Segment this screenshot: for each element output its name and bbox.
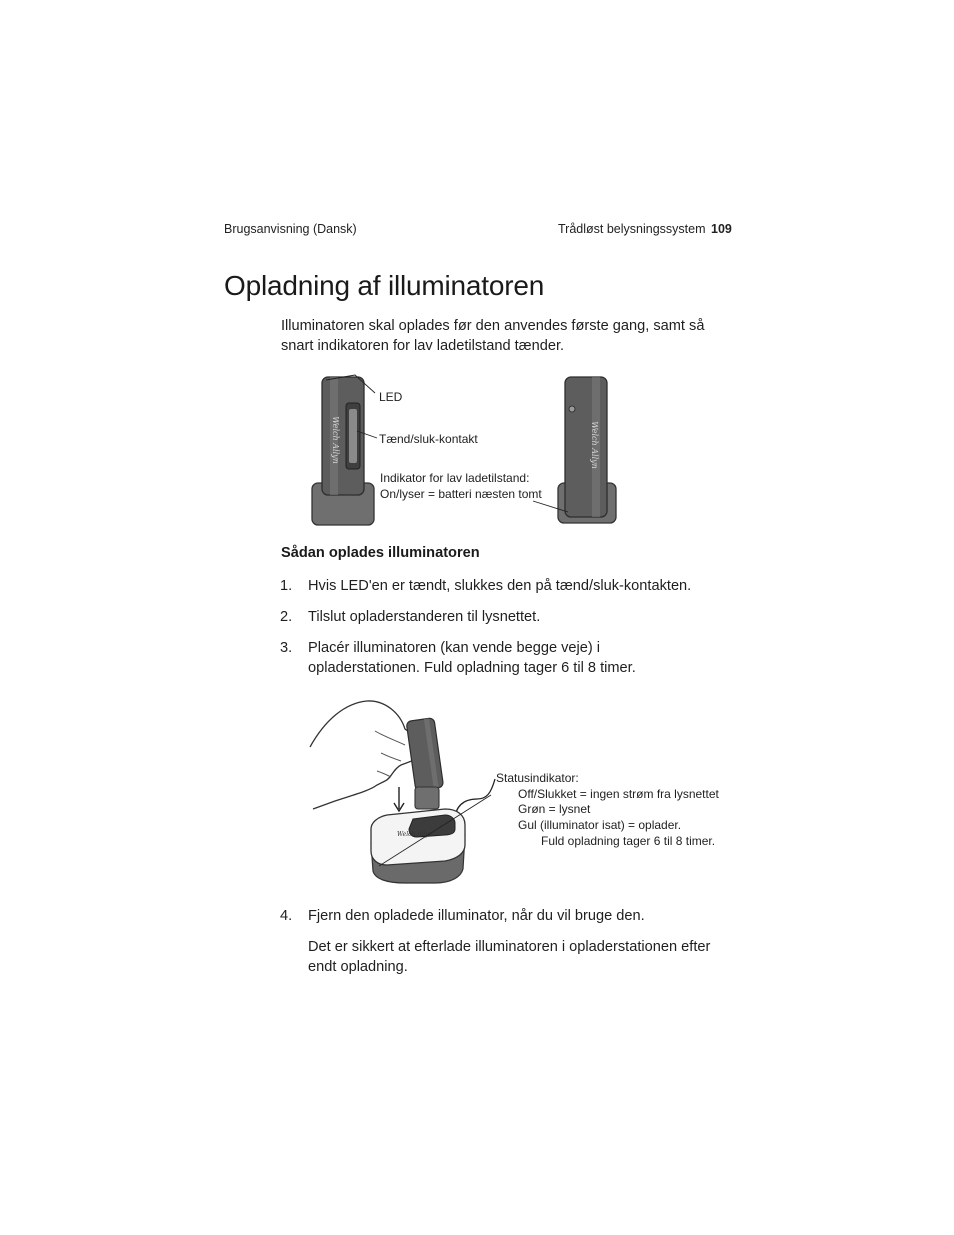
status-green-text: Grøn = lysnet: [518, 802, 591, 816]
hand-illustration: [310, 701, 420, 809]
step-2-number: 2.: [280, 609, 293, 625]
status-indicator-title: Statusindikator:: [496, 771, 579, 785]
step-4-number: 4.: [280, 908, 293, 924]
page-title: Opladning af illuminatoren: [224, 270, 545, 301]
header-section-title: Trådløst belysningssystem: [558, 222, 706, 236]
status-yellow-text: Gul (illuminator isat) = oplader.: [518, 818, 682, 832]
step-1-text: Hvis LED'en er tændt, slukkes den på tænd/sluk-kontakten.: [308, 578, 692, 594]
step-2-text: Tilslut opladerstanderen til lysnettet.: [308, 609, 541, 625]
illuminator-left-illustration: [312, 377, 374, 525]
label-led: LED: [379, 390, 403, 404]
illuminator-right-illustration: [558, 377, 616, 523]
label-low-battery-desc: On/lyser = batteri næsten tomt: [380, 487, 542, 501]
step-3-text: Placér illuminatoren (kan vende begge veje) i opladerstationen. Fuld opladning tager 6 til 8 timer.: [308, 640, 636, 676]
charger-brand-text: Welch Allyn: [397, 831, 433, 838]
page-number: 109: [711, 222, 732, 236]
step-1-number: 1.: [280, 578, 293, 594]
closing-note: Det er sikkert at efterlade illuminatoren i opladerstationen efter endt opladning.: [308, 939, 711, 975]
charging-figure: [305, 695, 505, 890]
step-3-number: 3.: [280, 640, 293, 656]
header-manual-title: Brugsanvisning (Dansk): [224, 222, 357, 236]
brand-text-left: Welch Allyn: [331, 416, 340, 464]
label-power-switch: Tænd/sluk-kontakt: [379, 432, 478, 446]
illuminator-held-illustration: [406, 718, 443, 791]
illuminator-figure: [300, 365, 640, 530]
status-off-text: Off/Slukket = ingen strøm fra lysnettet: [518, 787, 719, 801]
step-4-text: Fjern den opladede illuminator, når du vil bruge den.: [308, 908, 645, 924]
intro-paragraph: Illuminatoren skal oplades før den anvendes første gang, samt så snart indikatoren for lav ladetilstand tænder.: [281, 318, 705, 354]
label-low-battery-title: Indikator for lav ladetilstand:: [380, 471, 530, 485]
section-subheading: Sådan oplades illuminatoren: [281, 545, 480, 561]
status-full-charge-text: Fuld opladning tager 6 til 8 timer.: [541, 834, 716, 848]
brand-text-right: Welch Allyn: [590, 421, 599, 469]
